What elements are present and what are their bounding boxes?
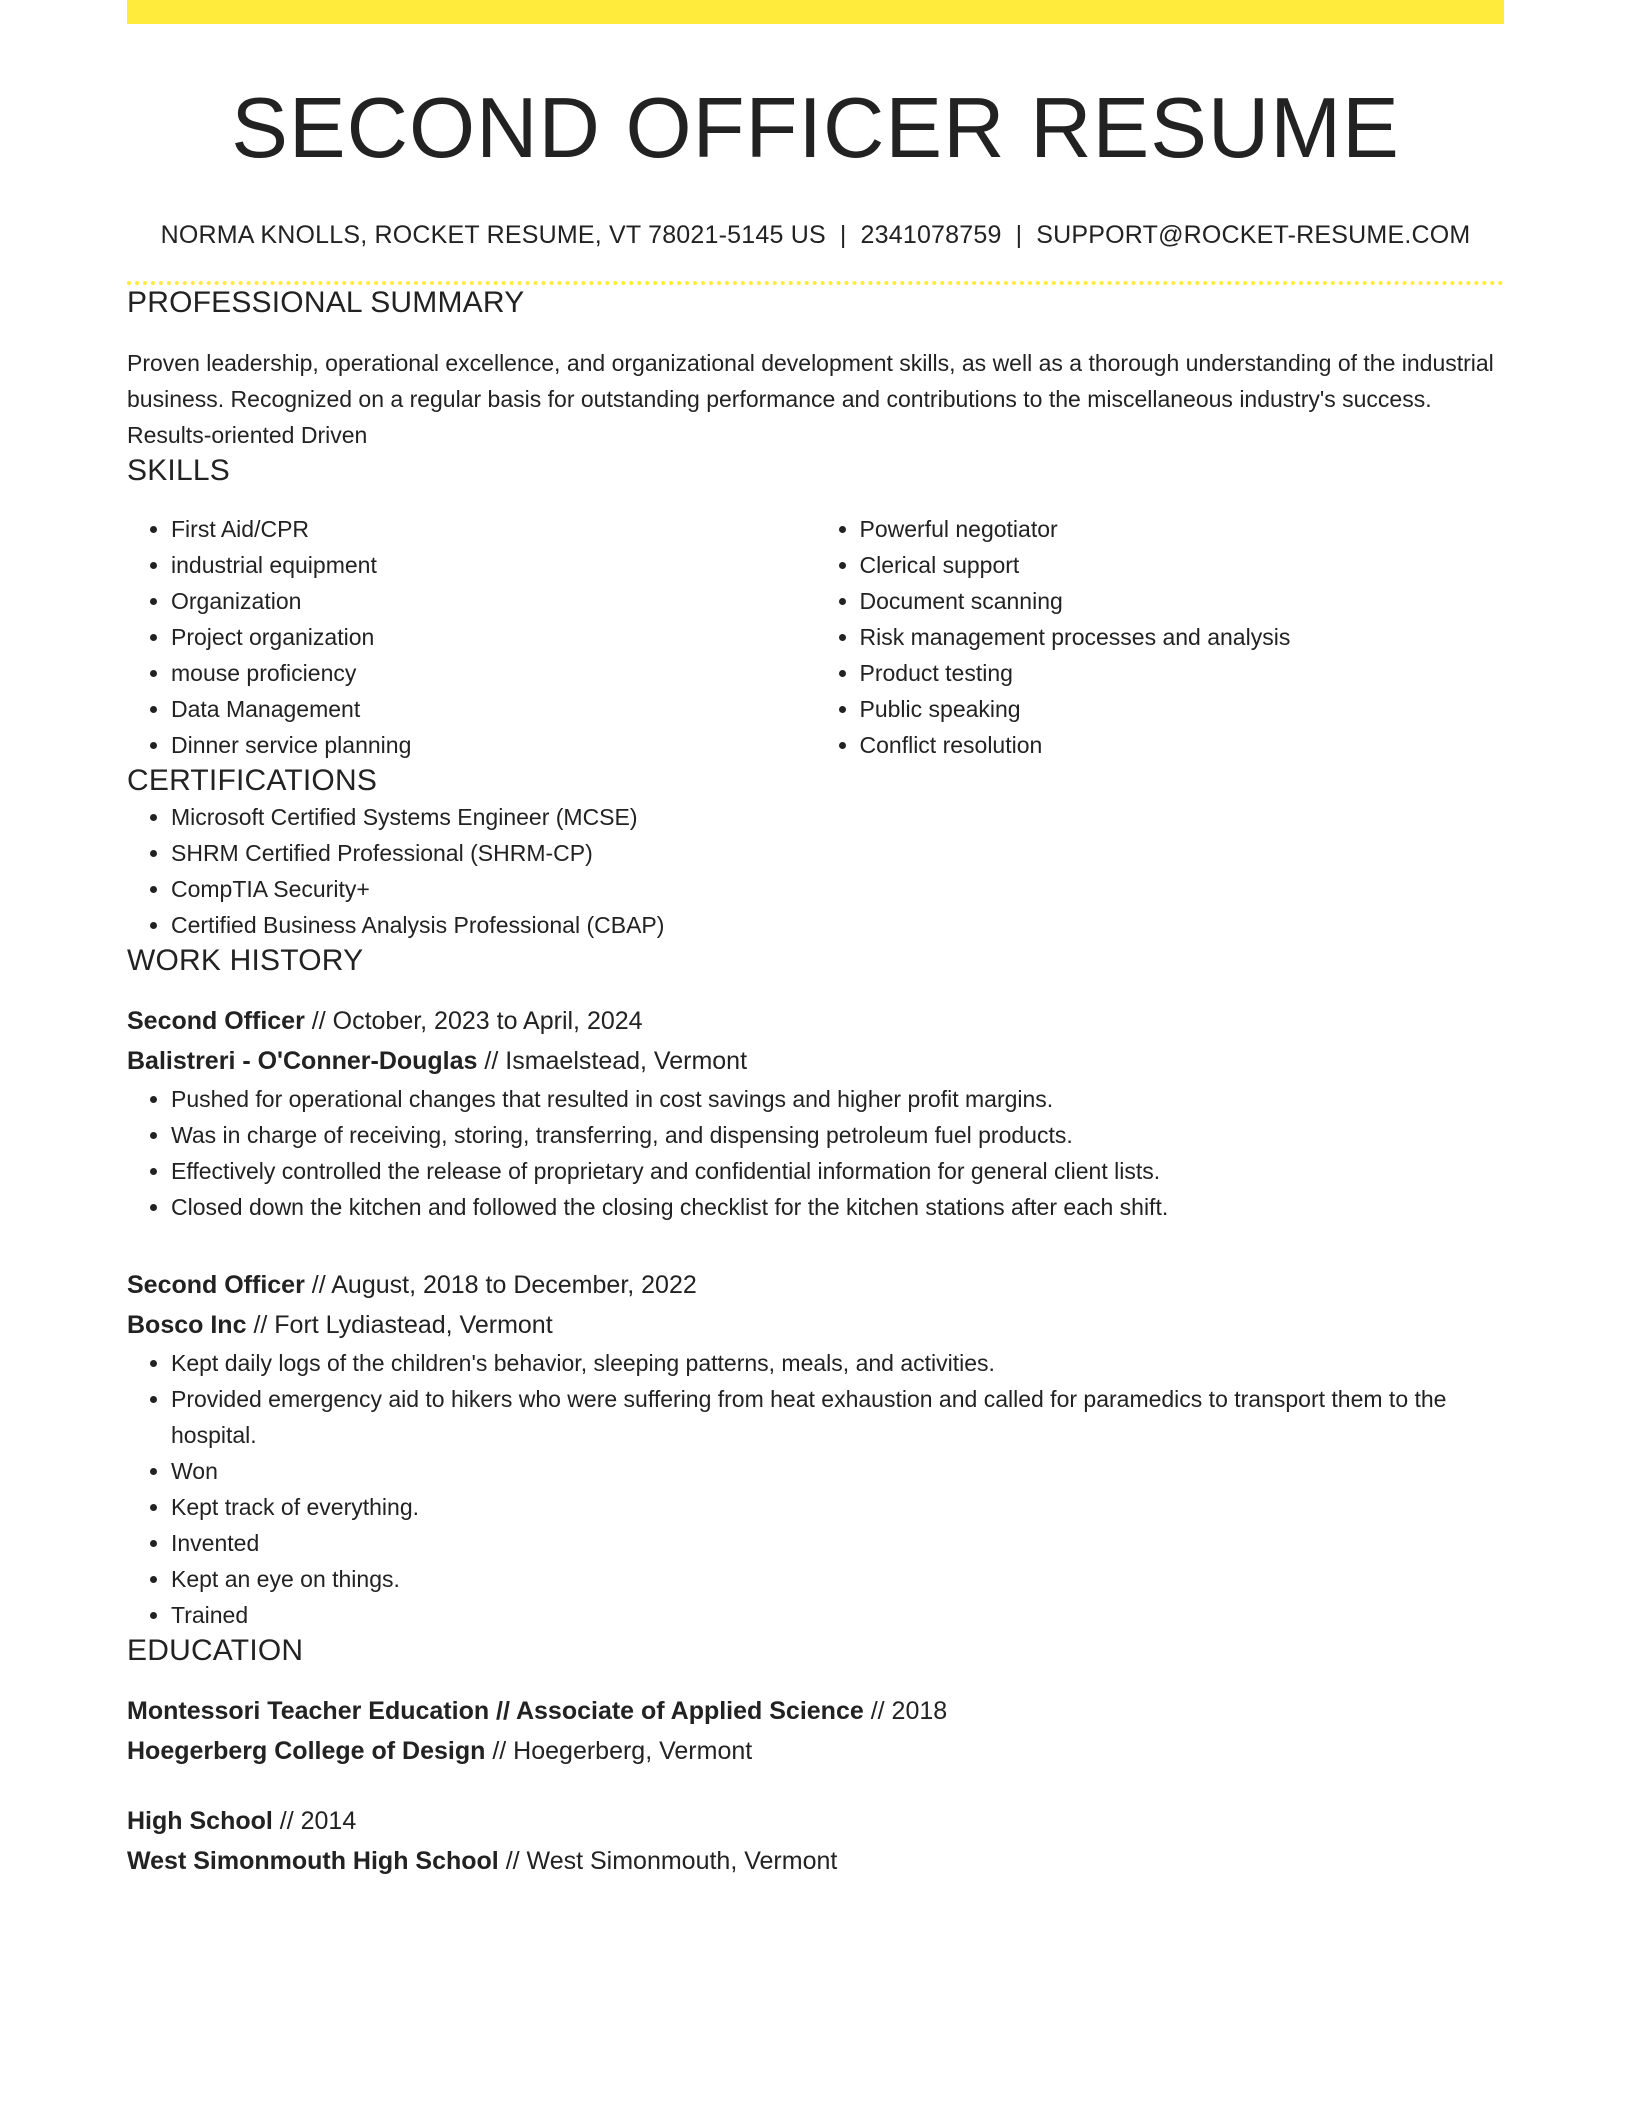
job-company-line	[127, 1305, 1504, 1345]
education-year: // 2018	[870, 1696, 948, 1725]
skill-item: • Public speaking	[860, 691, 1505, 727]
job-bullet: • Was in charge of receiving, storing, transferring, and dispensing petroleum fuel products.	[171, 1117, 1504, 1153]
job-location: // Fort Lydiastead, Vermont	[253, 1310, 553, 1339]
education-school-line	[127, 1731, 1504, 1771]
job-bullet-list	[127, 1345, 1504, 1633]
education-degree: Montessori Teacher Education // Associate of Applied Science	[127, 1696, 864, 1725]
job-bullet: • Kept track of everything.	[171, 1489, 1504, 1525]
education-degree: High School	[127, 1806, 273, 1835]
education-school: West Simonmouth High School	[127, 1846, 499, 1875]
certification-item: • Microsoft Certified Systems Engineer (MCSE)	[171, 799, 1504, 835]
certifications-list	[127, 799, 1504, 943]
education-degree-line	[127, 1801, 1504, 1841]
skills-list-left	[127, 511, 816, 763]
skills-columns	[127, 511, 1504, 763]
accent-top-bar	[127, 0, 1504, 24]
contact-line	[127, 220, 1504, 250]
skill-item: • Clerical support	[860, 547, 1505, 583]
job-bullet: • Kept daily logs of the children's behavior, sleeping patterns, meals, and activities.	[171, 1345, 1504, 1381]
job-company: Bosco Inc	[127, 1310, 247, 1339]
skill-item: • Risk management processes and analysis	[860, 619, 1505, 655]
job-dates: // August, 2018 to December, 2022	[311, 1270, 697, 1299]
job-company: Balistreri - O'Conner-Douglas	[127, 1046, 478, 1075]
skill-item: • Conflict resolution	[860, 727, 1505, 763]
job-title: Second Officer	[127, 1270, 305, 1299]
skill-item: • Project organization	[171, 619, 816, 655]
job-dates: // October, 2023 to April, 2024	[311, 1006, 643, 1035]
contact-separator: |	[1015, 220, 1023, 249]
skill-item: • Organization	[171, 583, 816, 619]
job-location: // Ismaelstead, Vermont	[484, 1046, 748, 1075]
contact-address: NORMA KNOLLS, ROCKET RESUME, VT 78021-5145 US	[160, 220, 826, 249]
skill-item: • Document scanning	[860, 583, 1505, 619]
job-company-line	[127, 1041, 1504, 1081]
work-history-heading: WORK HISTORY	[127, 943, 364, 977]
skill-item: • mouse proficiency	[171, 655, 816, 691]
job-bullet: • Closed down the kitchen and followed the closing checklist for the kitchen stations after each shift.	[171, 1189, 1504, 1225]
certification-item: • CompTIA Security+	[171, 871, 1504, 907]
education-location: // Hoegerberg, Vermont	[492, 1736, 753, 1765]
job-bullet-list	[127, 1081, 1504, 1225]
education-degree-line	[127, 1691, 1504, 1731]
job-bullet: • Effectively controlled the release of proprietary and confidential information for general client lists.	[171, 1153, 1504, 1189]
contact-separator: |	[839, 220, 847, 249]
summary-heading: PROFESSIONAL SUMMARY	[127, 285, 525, 319]
contact-phone: 2341078759	[860, 220, 1002, 249]
job-title-line	[127, 1001, 1504, 1041]
education-school: Hoegerberg College of Design	[127, 1736, 486, 1765]
skill-item: • Dinner service planning	[171, 727, 816, 763]
job-bullet: • Provided emergency aid to hikers who were suffering from heat exhaustion and called for paramedics to transport them to the hospital.	[171, 1381, 1504, 1453]
contact-email: SUPPORT@ROCKET-RESUME.COM	[1036, 220, 1471, 249]
skill-item: • First Aid/CPR	[171, 511, 816, 547]
skill-item: • industrial equipment	[171, 547, 816, 583]
job-bullet: • Won	[171, 1453, 1504, 1489]
resume-page	[127, 0, 1504, 1881]
skill-item: • Product testing	[860, 655, 1505, 691]
job-bullet: • Kept an eye on things.	[171, 1561, 1504, 1597]
job-bullet: • Pushed for operational changes that resulted in cost savings and higher profit margins.	[171, 1081, 1504, 1117]
certifications-heading: CERTIFICATIONS	[127, 763, 378, 797]
summary-text: Proven leadership, operational excellence, and organizational development skills, as well as a thorough understanding of the industrial business. Recognized on a regular basis for outstanding performance and contributions to the miscellaneous industry's success. Results-oriented Driven	[127, 349, 1494, 448]
job-bullet: • Invented	[171, 1525, 1504, 1561]
education-heading: EDUCATION	[127, 1633, 304, 1667]
education-year: // 2014	[279, 1806, 357, 1835]
education-school-line	[127, 1841, 1504, 1881]
resume-title: SECOND OFFICER RESUME	[231, 81, 1400, 176]
education-location: // West Simonmouth, Vermont	[505, 1846, 838, 1875]
job-bullet: • Trained	[171, 1597, 1504, 1633]
job-title-line	[127, 1265, 1504, 1305]
certification-item: • Certified Business Analysis Professional (CBAP)	[171, 907, 1504, 943]
skills-list-right	[816, 511, 1505, 763]
skill-item: • Powerful negotiator	[860, 511, 1505, 547]
skills-heading: SKILLS	[127, 453, 230, 487]
certification-item: • SHRM Certified Professional (SHRM-CP)	[171, 835, 1504, 871]
job-title: Second Officer	[127, 1006, 305, 1035]
skill-item: • Data Management	[171, 691, 816, 727]
